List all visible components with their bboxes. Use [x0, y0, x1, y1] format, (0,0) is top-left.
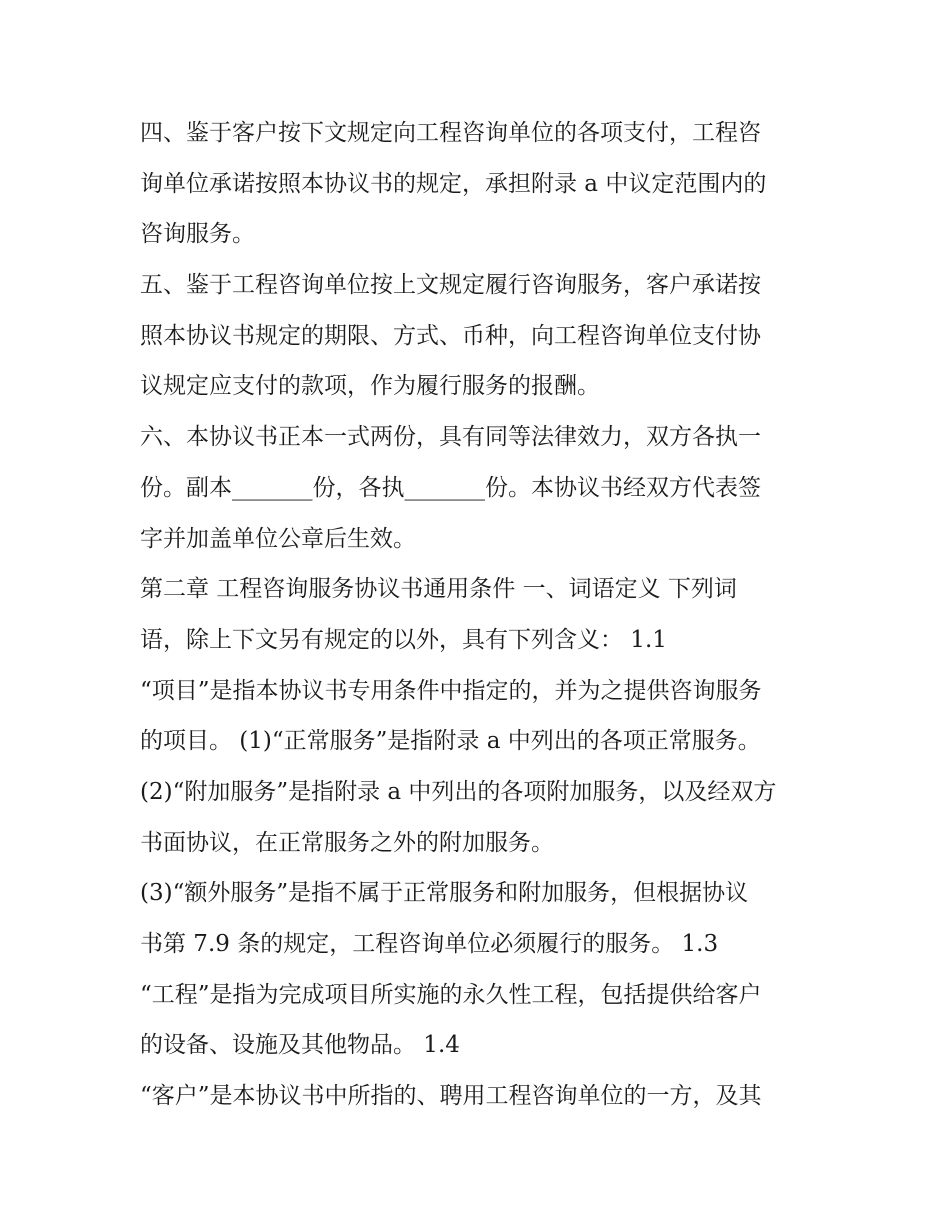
text-line: (3)“额外服务”是指不属于正常服务和附加服务，但根据协议 [140, 880, 749, 907]
text-line: 第二章 工程咨询服务协议书通用条件 一、词语定义 下列词 [140, 576, 737, 603]
text-line: 六、本协议书正本一式两份，具有同等法律效力，双方各执一 [140, 424, 761, 451]
text-line: 四、鉴于客户按下文规定向工程咨询单位的各项支付，工程咨 [140, 120, 761, 146]
document-body [140, 108, 830, 1122]
text-line: 份。副本_______份，各执_______份。本协议书经双方代表签 [140, 474, 761, 501]
text-line: 的设备、设施及其他物品。 1.4 [140, 1032, 460, 1059]
text-line: 书面协议，在正常服务之外的附加服务。 [140, 829, 554, 856]
text-line: “工程”是指为完成项目所实施的永久性工程，包括提供给客户 [140, 981, 762, 1008]
text-line: “客户”是本协议书中所指的、聘用工程咨询单位的一方，及其 [140, 1083, 762, 1110]
text-line: 五、鉴于工程咨询单位按上文规定履行咨询服务，客户承诺按 [140, 272, 761, 299]
text-line: 的项目。 (1)“正常服务”是指附录 a 中列出的各项正常服务。 [140, 728, 761, 755]
text-line: 书第 7.9 条的规定，工程咨询单位必须履行的服务。 1.3 [140, 931, 719, 957]
text-line: 字并加盖单位公章后生效。 [140, 525, 416, 552]
text-line: (2)“附加服务”是指附录 a 中列出的各项附加服务，以及经双方 [140, 778, 777, 805]
text-line: 咨询服务。 [140, 221, 255, 248]
text-line: 议规定应支付的款项，作为履行服务的报酬。 [140, 373, 600, 400]
text-line: 照本协议书规定的期限、方式、币种，向工程咨询单位支付协 [140, 322, 761, 349]
text-line: “项目”是指本协议书专用条件中指定的，并为之提供咨询服务 [140, 677, 762, 704]
text-line: 语，除上下文另有规定的以外，具有下列含义： 1.1 [140, 626, 667, 653]
text-line: 询单位承诺按照本协议书的规定，承担附录 a 中议定范围内的 [140, 170, 767, 197]
